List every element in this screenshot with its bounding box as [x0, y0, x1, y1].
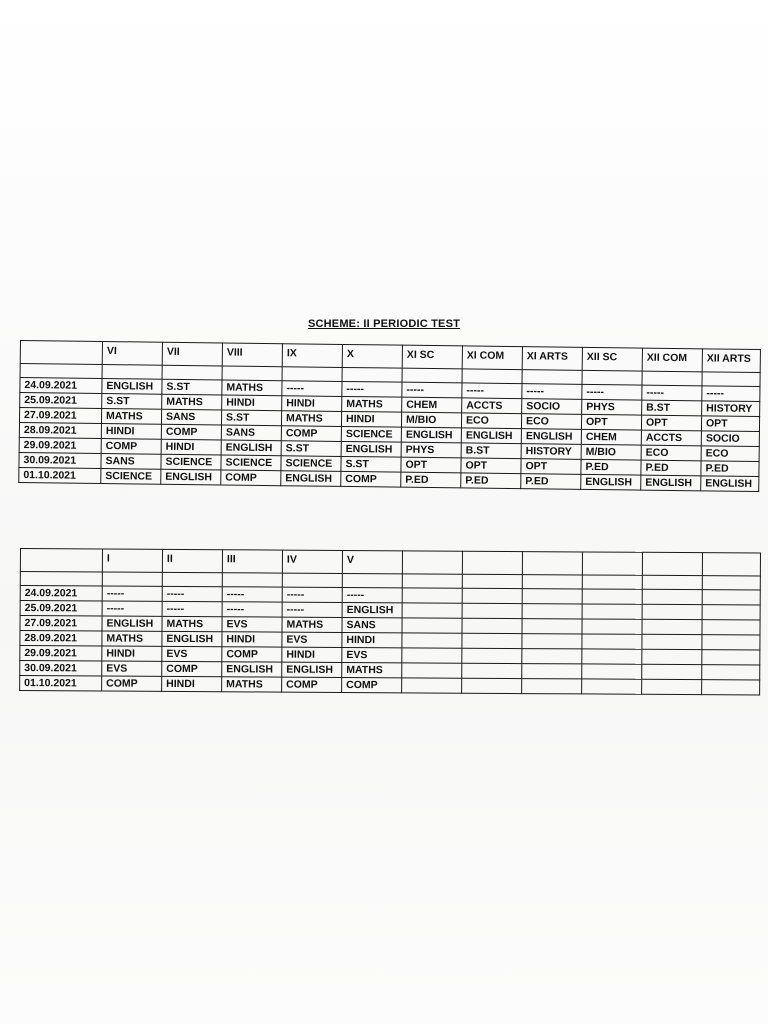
subject-cell: SANS [342, 617, 402, 632]
subject-cell: ----- [162, 586, 222, 601]
subject-cell [462, 603, 522, 618]
subject-cell: COMP [221, 470, 281, 486]
subject-cell [462, 633, 522, 648]
subject-cell [582, 679, 642, 694]
subject-cell: HINDI [222, 632, 282, 647]
subject-cell: SCIENCE [221, 455, 281, 471]
subject-cell [402, 663, 462, 678]
subject-cell: COMP [161, 424, 221, 440]
exam-date-cell: 25.09.2021 [20, 393, 102, 409]
subject-cell [462, 648, 522, 663]
class-column-header: VII [162, 342, 222, 366]
class-column-header: V [342, 550, 402, 573]
blank-cell [402, 574, 462, 588]
subject-cell: ENGLISH [102, 379, 162, 395]
blank-cell [102, 365, 162, 380]
subject-cell [522, 634, 582, 649]
subject-cell: MATHS [342, 396, 402, 412]
subject-cell: ENGLISH [341, 441, 401, 457]
subject-cell: ----- [462, 383, 522, 399]
subject-cell: COMP [101, 439, 161, 455]
subject-cell: OPT [641, 415, 701, 431]
class-column-header: X [342, 344, 402, 368]
subject-cell: HINDI [282, 647, 342, 662]
subject-cell: COMP [341, 471, 401, 487]
subject-cell: HISTORY [702, 401, 760, 417]
blank-cell [20, 364, 102, 379]
subject-cell [642, 634, 702, 649]
subject-cell: OPT [701, 416, 759, 432]
class-column-header: XI ARTS [522, 347, 582, 371]
subject-cell: ----- [522, 384, 582, 400]
subject-cell [582, 649, 642, 664]
class-column-header: VIII [222, 343, 282, 367]
exam-date-cell: 27.09.2021 [20, 616, 102, 632]
subject-cell: ACCTS [641, 430, 701, 446]
subject-cell: ENGLISH [461, 428, 521, 444]
subject-cell [402, 648, 462, 663]
subject-cell: B.ST [642, 400, 702, 416]
subject-cell [402, 678, 462, 693]
subject-cell: ----- [342, 587, 402, 602]
subject-cell: P.ED [701, 461, 759, 477]
blank-cell [282, 367, 342, 382]
subject-cell: CHEM [402, 397, 462, 413]
subject-cell: ENGLISH [701, 476, 759, 492]
blank-cell [402, 368, 462, 383]
subject-cell: COMP [282, 677, 342, 692]
blank-cell [282, 573, 342, 587]
subject-cell: COMP [342, 677, 402, 692]
subject-cell: ECO [641, 445, 701, 461]
subject-cell: ENGLISH [342, 602, 402, 617]
blank-cell [702, 576, 760, 590]
class-column-header: IX [282, 344, 342, 368]
subject-cell [702, 605, 760, 620]
class-column-header [402, 551, 462, 574]
subject-cell [642, 619, 702, 634]
subject-cell [522, 664, 582, 679]
subject-cell: MATHS [342, 662, 402, 677]
subject-cell: ----- [702, 386, 760, 402]
blank-cell [462, 369, 522, 384]
subject-cell [642, 604, 702, 619]
subject-cell: MATHS [101, 409, 161, 425]
subject-cell: COMP [222, 647, 282, 662]
subject-cell: ----- [282, 381, 342, 397]
class-column-header [522, 552, 582, 575]
subject-cell: ----- [282, 602, 342, 617]
subject-cell: HINDI [162, 676, 222, 691]
subject-cell: B.ST [461, 443, 521, 459]
subject-cell: MATHS [282, 617, 342, 632]
subject-cell: MATHS [162, 394, 222, 410]
exam-date-cell: 30.09.2021 [20, 661, 102, 677]
subject-cell: MATHS [222, 380, 282, 396]
class-column-header: I [102, 549, 162, 572]
subject-cell: ENGLISH [401, 427, 461, 443]
subject-cell [462, 618, 522, 633]
subject-cell: COMP [162, 661, 222, 676]
subject-cell: ENGLISH [581, 474, 641, 490]
class-column-header: III [222, 550, 282, 573]
class-column-header: XI COM [462, 346, 522, 370]
subject-cell: SCIENCE [161, 454, 221, 470]
blank-cell [582, 575, 642, 589]
blank-cell [162, 365, 222, 380]
subject-cell: ENGLISH [161, 469, 221, 485]
subject-cell: ----- [282, 587, 342, 602]
subject-cell: ECO [701, 446, 759, 462]
subject-cell: P.ED [521, 474, 581, 490]
subject-cell: EVS [342, 647, 402, 662]
subject-cell: P.ED [581, 459, 641, 475]
blank-cell [222, 573, 282, 587]
class-column-header: IV [282, 550, 342, 573]
subject-cell: ENGLISH [282, 662, 342, 677]
class-column-header: XII SC [582, 347, 642, 371]
subject-cell [522, 619, 582, 634]
exam-date-cell: 24.09.2021 [20, 378, 102, 394]
blank-cell [642, 575, 702, 589]
subject-cell: ----- [402, 382, 462, 398]
subject-cell: SOCIO [701, 431, 759, 447]
class-column-header: VI [102, 342, 162, 366]
subject-cell [642, 664, 702, 679]
subject-cell [402, 618, 462, 633]
subject-cell [582, 664, 642, 679]
subject-cell: HINDI [102, 646, 162, 661]
subject-cell: P.ED [401, 472, 461, 488]
subject-cell: ECO [521, 414, 581, 430]
subject-cell: SCIENCE [101, 468, 161, 484]
subject-cell [462, 678, 522, 693]
subject-cell [642, 589, 702, 604]
subject-cell [522, 604, 582, 619]
subject-cell: OPT [521, 459, 581, 475]
subject-cell: HINDI [222, 395, 282, 411]
exam-date-cell: 28.09.2021 [19, 422, 101, 438]
subject-cell: ----- [162, 601, 222, 616]
subject-cell: ACCTS [462, 398, 522, 414]
subject-cell: ----- [102, 601, 162, 616]
exam-date-cell: 30.09.2021 [19, 452, 101, 468]
exam-date-cell: 24.09.2021 [20, 586, 102, 602]
subject-cell: ----- [342, 381, 402, 397]
subject-cell: ----- [582, 384, 642, 400]
blank-cell [522, 575, 582, 589]
subject-cell: SCIENCE [341, 426, 401, 442]
date-column-header [20, 341, 102, 365]
subject-cell [402, 588, 462, 603]
class-column-header: XII ARTS [702, 349, 760, 373]
subject-cell: CHEM [581, 429, 641, 445]
class-column-header [582, 552, 642, 575]
document-title: SCHEME: II PERIODIC TEST [307, 318, 461, 330]
subject-cell [702, 635, 760, 650]
subject-cell: S.ST [341, 456, 401, 472]
subject-cell: S.ST [281, 441, 341, 457]
subject-cell: MATHS [222, 677, 282, 692]
subject-cell: SANS [221, 425, 281, 441]
subject-cell: MATHS [102, 631, 162, 646]
subject-cell: HINDI [342, 632, 402, 647]
subject-cell: ENGLISH [281, 471, 341, 487]
subject-cell: M/BIO [581, 444, 641, 460]
subject-cell: S.ST [102, 394, 162, 410]
blank-cell [342, 367, 402, 382]
class-column-header: XII COM [642, 348, 702, 372]
subject-cell: ENGLISH [641, 475, 701, 491]
subject-cell: OPT [401, 457, 461, 473]
exam-date-cell: 29.09.2021 [19, 437, 101, 453]
blank-cell [102, 572, 162, 586]
subject-cell: SCIENCE [281, 456, 341, 472]
subject-cell: EVS [102, 661, 162, 676]
subject-cell [642, 649, 702, 664]
subject-cell: OPT [461, 458, 521, 474]
subject-cell: OPT [581, 414, 641, 430]
exam-date-cell: 25.09.2021 [20, 601, 102, 617]
subject-cell [702, 665, 760, 680]
subject-cell: HINDI [341, 411, 401, 427]
blank-cell [222, 366, 282, 381]
subject-cell: PHYS [401, 442, 461, 458]
table-body [19, 341, 761, 492]
exam-date-cell: 01.10.2021 [19, 467, 101, 483]
subject-cell [702, 650, 760, 665]
class-column-header [642, 552, 702, 575]
subject-cell: EVS [162, 646, 222, 661]
subject-cell: EVS [222, 617, 282, 632]
subject-cell [702, 680, 760, 695]
subject-cell: PHYS [582, 399, 642, 415]
exam-date-cell: 27.09.2021 [19, 408, 101, 424]
subject-cell [522, 679, 582, 694]
subject-cell [522, 649, 582, 664]
subject-cell: HISTORY [521, 444, 581, 460]
exam-date-cell: 29.09.2021 [20, 646, 102, 662]
schedule-table-junior [19, 548, 761, 696]
date-column-header [20, 549, 102, 573]
subject-cell [402, 603, 462, 618]
blank-cell [342, 573, 402, 587]
table-body [20, 549, 761, 696]
blank-cell [162, 572, 222, 586]
blank-cell [20, 572, 102, 587]
subject-cell [582, 619, 642, 634]
subject-cell: SANS [161, 409, 221, 425]
subject-cell: S.ST [162, 379, 222, 395]
subject-cell: M/BIO [401, 412, 461, 428]
subject-cell: ----- [102, 586, 162, 601]
subject-cell: ENGLISH [102, 616, 162, 631]
class-column-header [462, 551, 522, 574]
subject-cell [702, 620, 760, 635]
subject-cell [402, 633, 462, 648]
subject-cell: MATHS [281, 411, 341, 427]
subject-cell: EVS [282, 632, 342, 647]
subject-cell [702, 590, 760, 605]
subject-cell: P.ED [641, 460, 701, 476]
subject-cell: COMP [102, 676, 162, 691]
blank-cell [582, 370, 642, 385]
subject-cell [642, 679, 702, 694]
schedule-table-senior [18, 340, 761, 492]
subject-cell: ----- [222, 602, 282, 617]
subject-cell: SOCIO [522, 399, 582, 415]
class-column-header: XI SC [402, 345, 462, 369]
class-column-header [702, 553, 760, 576]
subject-cell: ----- [642, 385, 702, 401]
subject-cell: SANS [101, 453, 161, 469]
blank-cell [462, 574, 522, 588]
subject-cell: ECO [461, 413, 521, 429]
subject-cell: ----- [222, 587, 282, 602]
blank-cell [522, 370, 582, 385]
subject-cell [462, 663, 522, 678]
subject-cell: COMP [281, 426, 341, 442]
subject-cell: HINDI [101, 424, 161, 440]
subject-cell [582, 589, 642, 604]
subject-cell [522, 589, 582, 604]
blank-cell [702, 372, 760, 387]
subject-cell [582, 634, 642, 649]
subject-cell: S.ST [221, 410, 281, 426]
subject-cell: ENGLISH [222, 662, 282, 677]
subject-cell: ENGLISH [221, 440, 281, 456]
subject-cell: ENGLISH [521, 429, 581, 445]
subject-cell: HINDI [161, 439, 221, 455]
subject-cell: ENGLISH [162, 631, 222, 646]
class-column-header: II [162, 549, 222, 572]
exam-date-cell: 28.09.2021 [20, 631, 102, 647]
subject-cell [582, 604, 642, 619]
exam-date-cell: 01.10.2021 [20, 676, 102, 692]
subject-cell: MATHS [162, 616, 222, 631]
subject-cell [462, 588, 522, 603]
subject-cell: HINDI [282, 396, 342, 412]
subject-cell: P.ED [461, 473, 521, 489]
blank-cell [642, 371, 702, 386]
